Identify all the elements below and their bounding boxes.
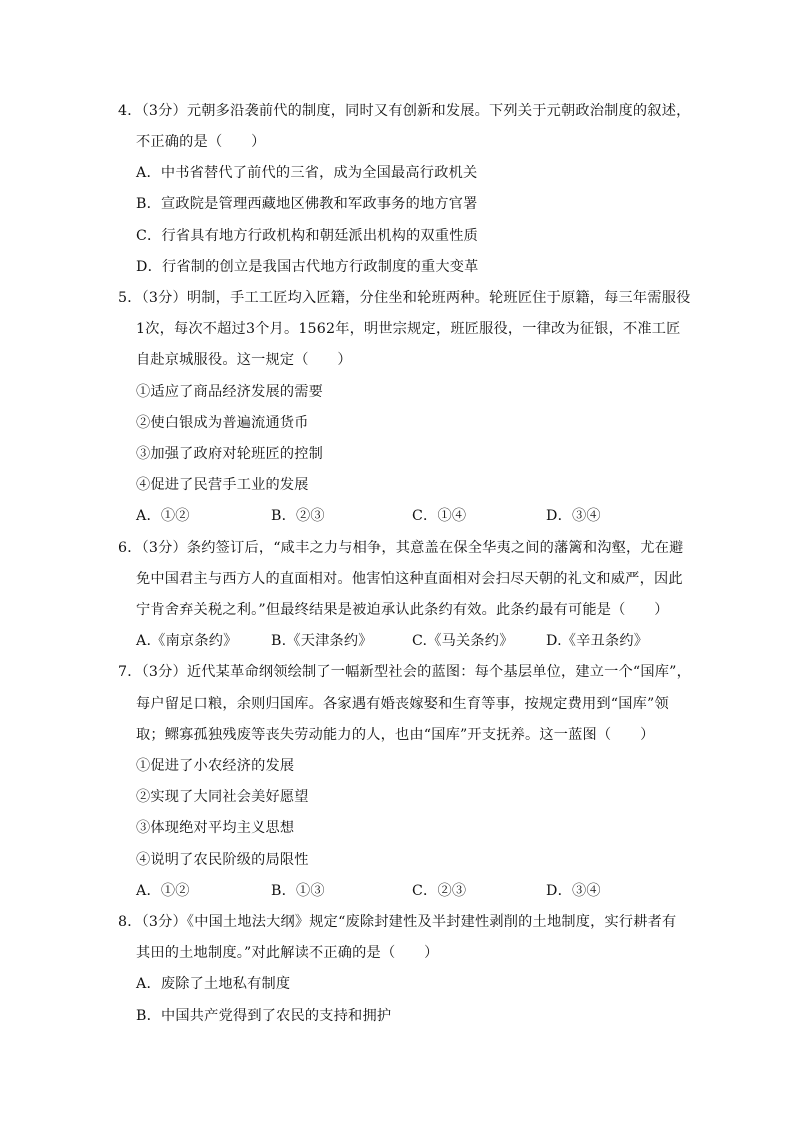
q4-option-b[interactable]: B．宣政院是管理西藏地区佛教和军政事务的地方官署 — [136, 196, 478, 212]
q6-line-3: 宁肯舍弃关税之利。”但最终结果是被迫承认此条约有效。此条约最有可能是（ ） — [136, 602, 669, 618]
q6-option-a[interactable]: A.《南京条约》 — [136, 633, 238, 649]
q7-line-3: 取；鳏寡孤独残废等丧失劳动能力的人，也由“国库”开支抚养。这一蓝图（ ） — [136, 727, 655, 743]
q5-option-b[interactable]: B．②③ — [271, 508, 325, 524]
q7-item-1: ①促进了小农经济的发展 — [136, 758, 295, 774]
q7-line-1: 7．（3分）近代某革命纲领绘制了一幅新型社会的蓝图：每个基层单位，建立一个“国库”， — [118, 664, 691, 680]
q5-option-d[interactable]: D．③④ — [546, 508, 601, 524]
q5-item-1: ①适应了商品经济发展的需要 — [136, 384, 324, 400]
q8-option-a[interactable]: A．废除了土地私有制度 — [136, 976, 291, 992]
q4-line-1: 4．（3分）元朝多沿袭前代的制度，同时又有创新和发展。下列关于元朝政治制度的叙述， — [118, 103, 691, 119]
q6-option-d[interactable]: D.《辛丑条约》 — [546, 633, 649, 649]
q4-option-d[interactable]: D．行省制的创立是我国古代地方行政制度的重大变革 — [136, 259, 479, 275]
q5-line-1: 5．（3分）明制，手工工匠均入匠籍，分住坐和轮班两种。轮班匠住于原籍，每三年需服役 — [118, 290, 691, 306]
q7-item-2: ②实现了大同社会美好愿望 — [136, 789, 309, 805]
q5-option-c[interactable]: C．①④ — [412, 508, 467, 524]
q5-line-2: 1次，每次不超过3个月。1562年，明世宗规定，班匠服役，一律改为征银，不准工匠 — [136, 321, 681, 337]
q6-line-1: 6．（3分）条约签订后，“咸丰之力与相争，其意盖在保全华夷之间的藩篱和沟壑，尤在避 — [118, 540, 684, 556]
q5-line-3: 自赴京城服役。这一规定（ ） — [136, 352, 352, 368]
q5-option-a[interactable]: A．①② — [136, 508, 190, 524]
q8-line-2: 其田的土地制度。”对此解读不正确的是（ ） — [136, 945, 439, 961]
q4-line-2: 不正确的是（ ） — [136, 134, 266, 150]
q6-line-2: 免中国君主与西方人的直面相对。他害怕这种直面相对会扫尽天朝的礼文和威严，因此 — [136, 571, 683, 587]
q7-line-2: 每户留足口粮，余则归国库。各家遇有婚丧嫁娶和生育等事，按规定费用到“国库”领 — [136, 696, 669, 712]
q5-item-2: ②使白银成为普遍流通货币 — [136, 415, 309, 431]
q7-option-b[interactable]: B．①③ — [271, 883, 325, 899]
q8-option-b[interactable]: B．中国共产党得到了农民的支持和拥护 — [136, 1008, 392, 1024]
q7-option-d[interactable]: D．③④ — [546, 883, 601, 899]
q8-line-1: 8．（3分）《中国土地法大纲》规定“废除封建性及半封建性剥削的土地制度，实行耕者有 — [118, 914, 677, 930]
q7-item-3: ③体现绝对平均主义思想 — [136, 820, 295, 836]
q7-option-a[interactable]: A．①② — [136, 883, 190, 899]
q6-option-b[interactable]: B.《天津条约》 — [271, 633, 373, 649]
q4-option-a[interactable]: A．中书省替代了前代的三省，成为全国最高行政机关 — [136, 165, 478, 181]
q5-item-3: ③加强了政府对轮班匠的控制 — [136, 446, 324, 462]
q5-item-4: ④促进了民营手工业的发展 — [136, 477, 309, 493]
q7-item-4: ④说明了农民阶级的局限性 — [136, 852, 309, 868]
q6-option-c[interactable]: C.《马关条约》 — [412, 633, 514, 649]
q7-option-c[interactable]: C．②③ — [412, 883, 467, 899]
q4-option-c[interactable]: C．行省具有地方行政机构和朝廷派出机构的双重性质 — [136, 228, 478, 244]
